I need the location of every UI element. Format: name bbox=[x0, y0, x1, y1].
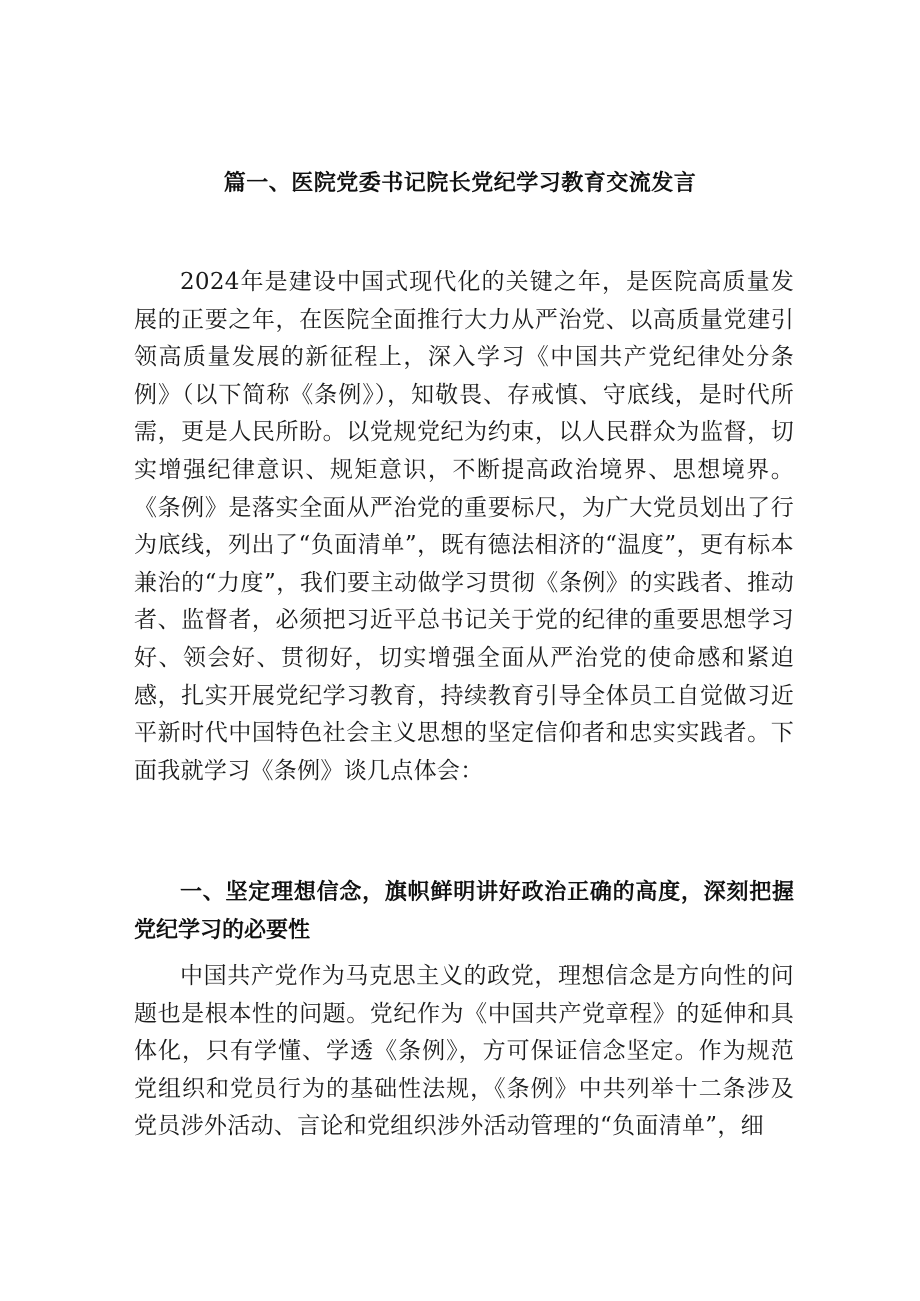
document-title: 篇一、医院党委书记院长党纪学习教育交流发言 bbox=[223, 171, 697, 196]
section-paragraph: 中国共产党作为马克思主义的政党，理想信念是方向性的问题也是根本性的问题。党纪作为《中国共产党章程》的延伸和具体化，只有学懂、学透《条例》，方可保证信念坚定。作为规范党组织和党员行为的基础性法规，《条例》中共列举十二条涉及党员涉外活动、言论和党组织涉外活动管理的“负面清单”，细 bbox=[134, 963, 794, 1140]
intro-paragraph: 2024年是建设中国式现代化的关键之年，是医院高质量发展的正要之年，在医院全面推行大力从严治党、以高质量党建引领高质量发展的新征程上，深入学习《中国共产党纪律处分条例》（以下简称《条例》），知敬畏、存戒慎、守底线，是时代所需，更是人民所盼。以党规党纪为约束，以人民群众为监督，切实增强纪律意识、规矩意识，不断提高政治境界、思想境界。《条例》是落实全面从严治党的重要标尺，为广大党员划出了行为底线，列出了“负面清单”，既有德法相济的“温度”，更有标本兼治的“力度”，我们要主动做学习贯彻《条例》的实践者、推动者、监督者，必须把习近平总书记关于党的纪律的重要思想学习好、领会好、贯彻好，切实增强全面从严治党的使命感和紧迫感，扎实开展党纪学习教育，持续教育引导全体员工自觉做习近平新时代中国特色社会主义思想的坚定信仰者和忠实实践者。下面我就学习《条例》谈几点体会： bbox=[134, 269, 794, 784]
section-heading: 一、坚定理想信念，旗帜鲜明讲好政治正确的高度，深刻把握党纪学习的必要性 bbox=[134, 880, 794, 943]
